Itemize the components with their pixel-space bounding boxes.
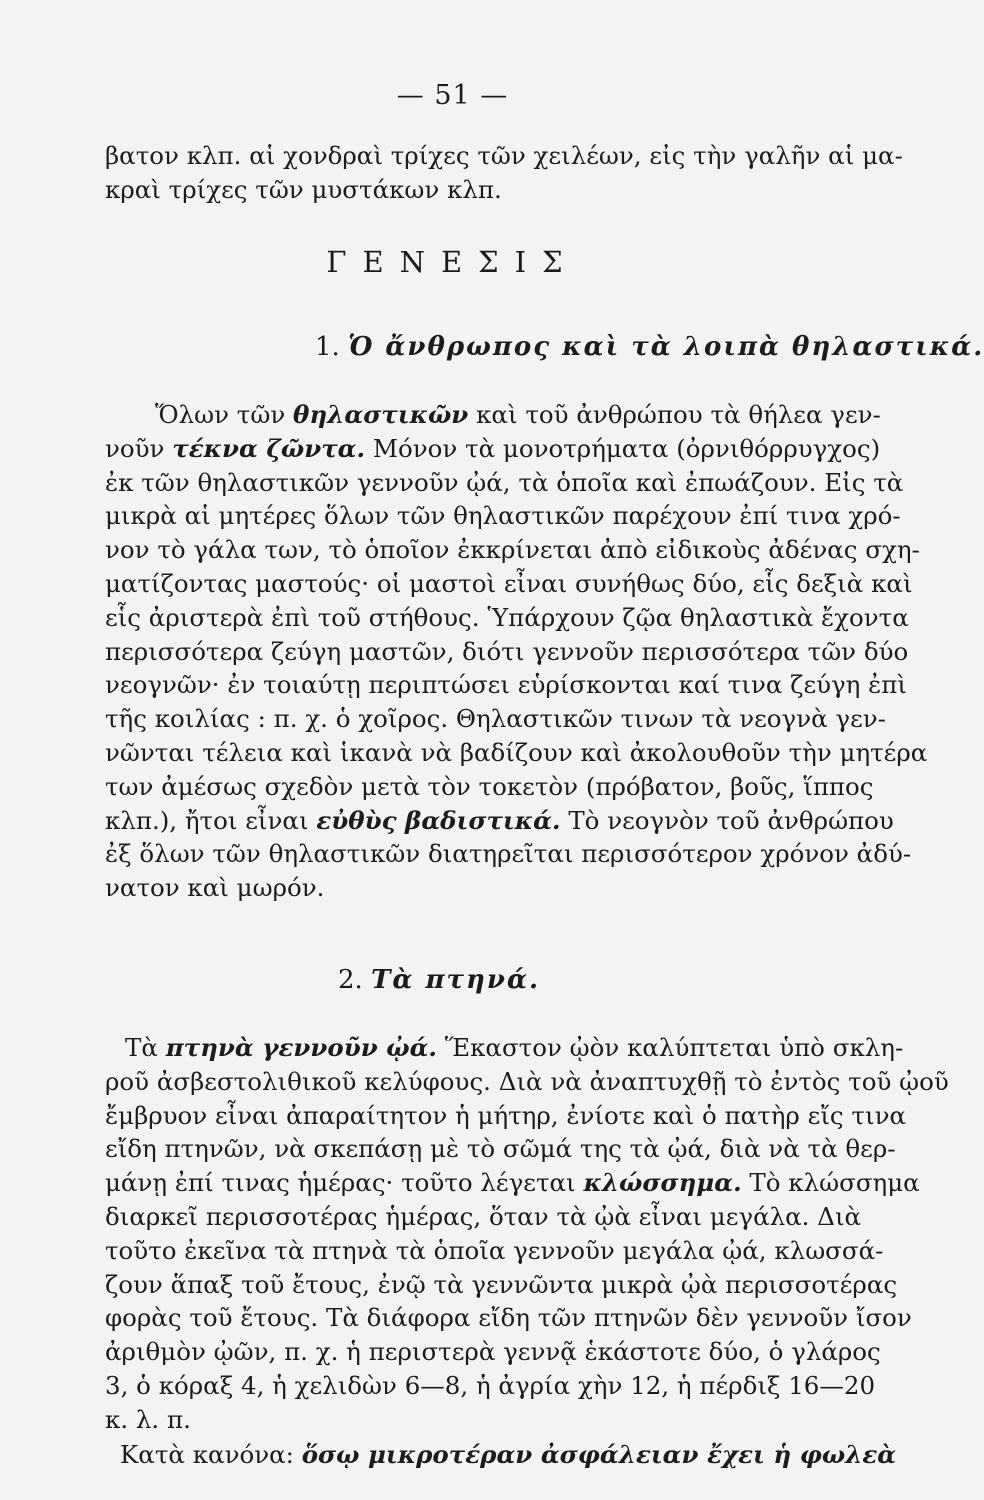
text-line: κραὶ τρίχες τῶν μυστάκων κλπ. <box>105 174 502 204</box>
paragraph-mammals <box>105 398 928 905</box>
text-line: 3, ὁ κόραξ 4, ἡ χελιδὼν 6—8, ἡ ἀγρία χὴν 12, ἡ πέρδιξ 16—20 <box>105 1370 876 1400</box>
subheading-number: 1. <box>315 332 340 362</box>
text-line: Κατὰ κανόνα: ὅσῳ μικροτέραν ἀσφάλειαν ἔχει ἡ φωλεὰ <box>120 1440 897 1469</box>
paragraph-birds <box>105 1031 949 1437</box>
subheading-2 <box>338 965 540 995</box>
text-line: ἐξ ὅλων τῶν θηλαστικῶν διατηρεῖται περισσότερον χρόνον ἀδύ- <box>105 839 912 869</box>
text-line: Τὰ πτηνὰ γεννοῦν ᾠά. Ἕκαστον ᾠὸν καλύπτεται ὑπὸ σκλη- <box>125 1033 904 1062</box>
text-line: κλπ.), ἤτοι εἶναι εὐθὺς βαδιστικά. Τὸ νεογνὸν τοῦ ἀνθρώπου <box>105 805 894 835</box>
text-line: ἀριθμὸν ᾠῶν, π. χ. ἡ περιστερὰ γεννᾷ ἑκάστοτε δύο, ὁ γλάρος <box>105 1337 881 1367</box>
text-line: νον τὸ γάλα των, τὸ ὁποῖον ἐκκρίνεται ἀπὸ εἰδικοὺς ἀδένας σχη- <box>105 535 920 565</box>
text-line: μάνῃ ἐπί τινας ἡμέρας· τοῦτο λέγεται κλώσσημα. Τὸ κλώσσημα <box>105 1168 920 1198</box>
section-title: ΓΕΝΕΣΙΣ <box>326 245 579 279</box>
text-line: ζουν ἅπαξ τοῦ ἔτους, ἐνῷ τὰ γεννῶντα μικρὰ ᾠὰ περισσοτέρας <box>105 1269 898 1299</box>
text-line: φορὰς τοῦ ἔτους. Τὰ διάφορα εἴδη τῶν πτηνῶν δὲν γεννοῦν ἴσον <box>105 1303 912 1333</box>
text-line: ἔμβρυον εἶναι ἀπαραίτητον ἡ μήτηρ, ἐνίοτε καὶ ὁ πατὴρ εἴς τινα <box>105 1100 907 1130</box>
text-line: μικρὰ αἱ μητέρες ὅλων τῶν θηλαστικῶν παρέχουν ἐπί τινα χρό- <box>105 501 901 531</box>
text-line: νατον καὶ μωρόν. <box>105 873 325 903</box>
text-line: κ. λ. π. <box>105 1404 191 1434</box>
text-line: περισσότερα ζεύγη μαστῶν, διότι γεννοῦν περισσότερα τῶν δύο <box>105 636 909 666</box>
text-line: εἷς ἀριστερὰ ἐπὶ τοῦ στήθους. Ὑπάρχουν ζῷα θηλαστικὰ ἔχοντα <box>105 602 909 632</box>
text-line: τοῦτο ἐκεῖνα τὰ πτηνὰ τὰ ὁποῖα γεννοῦν μεγάλα ᾠά, κλωσσά- <box>105 1235 884 1265</box>
paragraph-rule <box>105 1438 897 1472</box>
text-line: βατον κλπ. αἱ χονδραὶ τρίχες τῶν χειλέων, εἰς τὴν γαλῆν αἱ μα- <box>105 141 903 170</box>
text-line: ροῦ ἀσβεστολιθικοῦ κελύφους. Διὰ νὰ ἀναπτυχθῇ τὸ ἐντὸς τοῦ ᾠοῦ <box>105 1066 949 1096</box>
subheading-number: 2. <box>338 965 363 995</box>
text-line: Ὅλων τῶν θηλαστικῶν καὶ τοῦ ἀνθρώπου τὰ θήλεα γεν- <box>155 400 881 429</box>
page-number: — 51 — <box>396 80 509 111</box>
text-line: των ἀμέσως σχεδὸν μετὰ τὸν τοκετὸν (πρόβατον, βοῦς, ἵππος <box>105 771 874 801</box>
text-line: τῆς κοιλίας : π. χ. ὁ χοῖρος. Θηλαστικῶν τινων τὰ νεογνὰ γεν- <box>105 704 886 734</box>
text-line: ματίζοντας μαστούς· οἱ μαστοὶ εἶναι συνήθως δύο, εἷς δεξιὰ καὶ <box>105 568 913 598</box>
subheading-1 <box>315 332 984 362</box>
text-line: διαρκεῖ περισσοτέρας ἡμέρας, ὅταν τὰ ᾠὰ εἶναι μεγάλα. Διὰ <box>105 1201 862 1231</box>
text-line: νεογνῶν· ἐν τοιαύτῃ περιπτώσει εὑρίσκονται καί τινα ζεύγη ἐπὶ <box>105 670 908 700</box>
subheading-title: Τὰ πτηνά. <box>371 965 541 995</box>
text-line: νοῦν τέκνα ζῶντα. Μόνον τὰ μονοτρήματα (ὀρνιθόρρυγχος) <box>105 433 881 463</box>
subheading-title: Ὁ ἄνθρωπος καὶ τὰ λοιπὰ θηλαστικά. <box>348 332 984 362</box>
text-line: νῶνται τέλεια καὶ ἱκανὰ νὰ βαδίζουν καὶ ἀκολουθοῦν τὴν μητέρα <box>105 737 928 767</box>
intro-paragraph <box>105 139 903 207</box>
text-line: ἐκ τῶν θηλαστικῶν γεννοῦν ᾠά, τὰ ὁποῖα καὶ ἐπωάζουν. Εἰς τὰ <box>105 467 904 497</box>
text-line: εἴδη πτηνῶν, νὰ σκεπάσῃ μὲ τὸ σῶμά της τὰ ᾠά, διὰ νὰ τὰ θερ- <box>105 1134 896 1164</box>
